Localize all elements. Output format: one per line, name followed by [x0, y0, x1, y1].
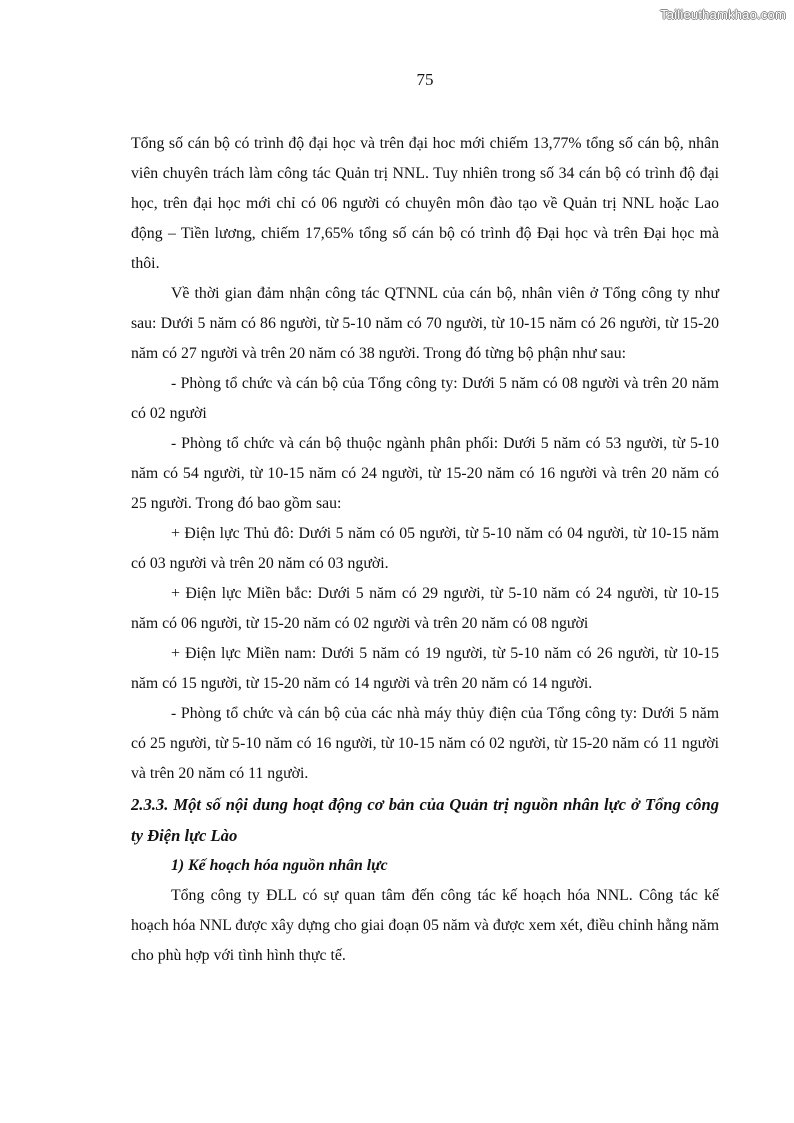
paragraph-5: + Điện lực Thủ đô: Dưới 5 năm có 05 người, từ 5-10 năm có 04 người, từ 10-15 năm có 03 người và trên 20 năm có 03 người. [131, 525, 719, 572]
closing-paragraph: Tổng công ty ĐLL có sự quan tâm đến công tác kế hoạch hóa NNL. Công tác kế hoạch hóa NNL được xây dựng cho giai đoạn 05 năm và được xem xét, điều chỉnh hằng năm cho phù hợp với tình hình thực tế. [131, 887, 719, 964]
paragraph-4: - Phòng tổ chức và cán bộ thuộc ngành phân phối: Dưới 5 năm có 53 người, từ 5-10 năm có 54 người, từ 10-15 năm có 24 người, từ 15-20 năm có 16 người và trên 20 năm có 25 người. Trong đó bao gồm sau: [131, 435, 719, 512]
sub-heading: 1) Kế hoạch hóa nguồn nhân lực [171, 857, 388, 874]
page-number: 75 [416, 70, 434, 89]
document-body [131, 129, 719, 971]
paragraph-3: - Phòng tổ chức và cán bộ của Tổng công ty: Dưới 5 năm có 08 người và trên 20 năm có 02 người [131, 375, 719, 422]
paragraph-8: - Phòng tổ chức và cán bộ của các nhà máy thủy điện của Tổng công ty: Dưới 5 năm có 25 người, từ 5-10 năm có 16 người, từ 10-15 năm có 02 người, từ 15-20 năm có 11 người và trên 20 năm có 11 người. [131, 705, 719, 782]
paragraph-2: Về thời gian đảm nhận công tác QTNNL của cán bộ, nhân viên ở Tổng công ty như sau: Dưới 5 năm có 86 người, từ 5-10 năm có 70 người, từ 10-15 năm có 26 người, từ 15-20 năm có 27 người và trên 20 năm có 38 người. Trong đó từng bộ phận như sau: [131, 285, 719, 362]
watermark: Tailieuthamkhao.com [660, 7, 786, 22]
paragraph-1: Tổng số cán bộ có trình độ đại học và trên đại hoc mới chiếm 13,77% tổng số cán bộ, nhân viên chuyên trách làm công tác Quản trị NNL. Tuy nhiên trong số 34 cán bộ có trình độ đại học, trên đại học mới chỉ có 06 người có chuyên môn đào tạo về Quản trị NNL hoặc Lao động – Tiền lương, chiếm 17,65% tổng số cán bộ có trình độ Đại học và trên Đại học mà thôi. [131, 135, 719, 272]
paragraph-6: + Điện lực Miền bắc: Dưới 5 năm có 29 người, từ 5-10 năm có 24 người, từ 10-15 năm có 06 người, từ 15-20 năm có 02 người và trên 20 năm có 08 người [131, 585, 719, 632]
paragraph-7: + Điện lực Miền nam: Dưới 5 năm có 19 người, từ 5-10 năm có 26 người, từ 10-15 năm có 15 người, từ 15-20 năm có 14 người và trên 20 năm có 14 người. [131, 645, 719, 692]
section-heading: 2.3.3. Một số nội dung hoạt động cơ bản của Quản trị nguồn nhân lực ở Tổng công ty Điện lực Lào [131, 795, 719, 845]
